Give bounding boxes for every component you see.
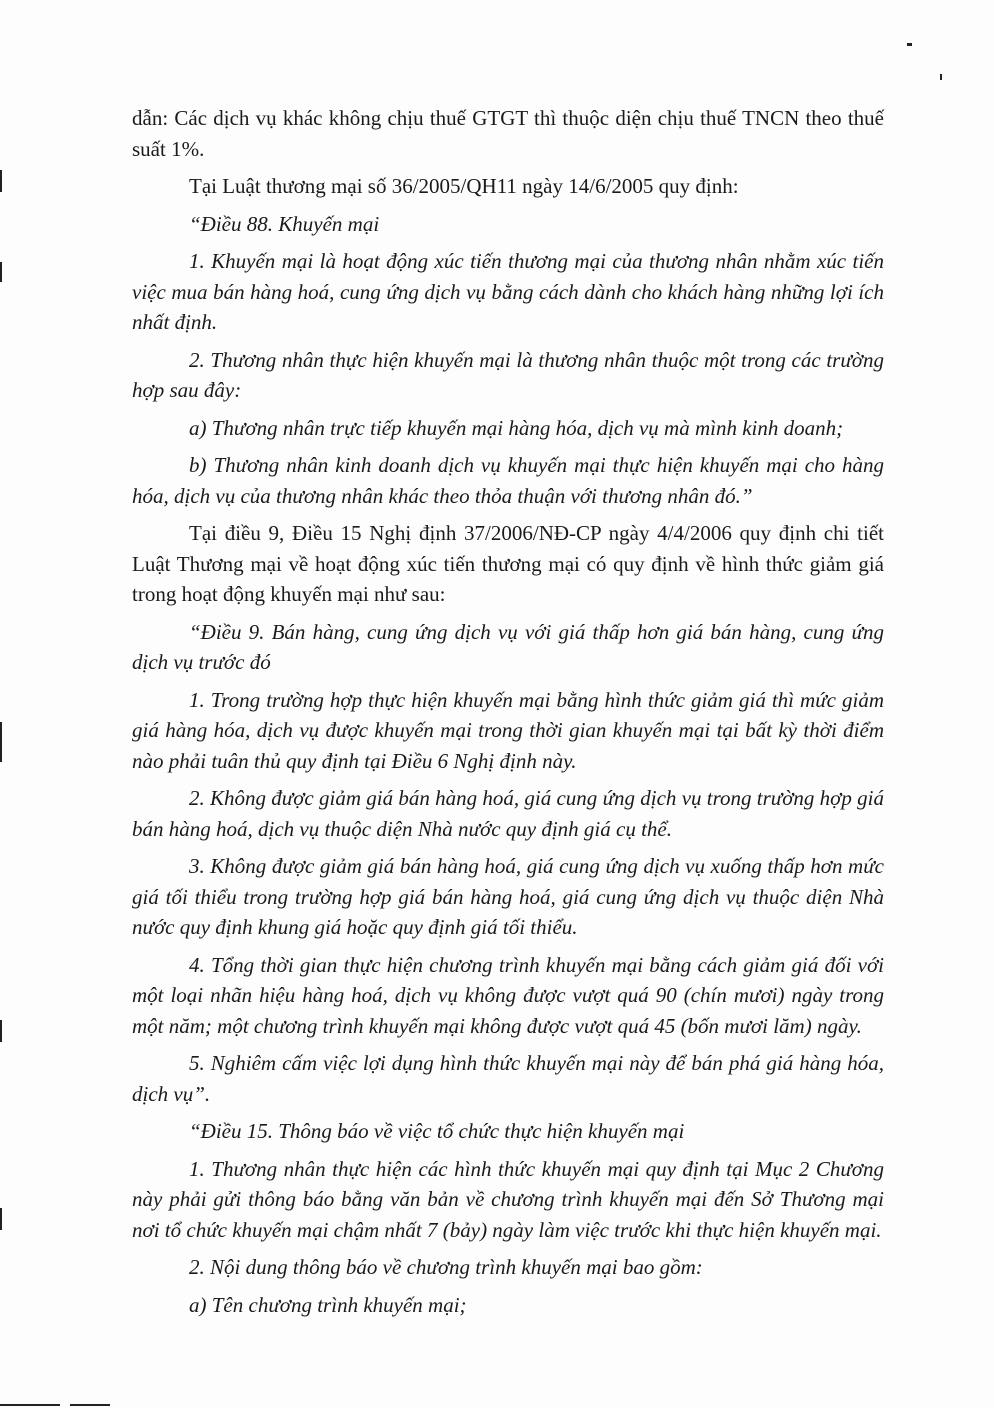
scan-mark: [0, 1020, 2, 1042]
document-body: [132, 103, 884, 1327]
paragraph: 1. Khuyến mại là hoạt động xúc tiến thương mại của thương nhân nhằm xúc tiến việc mua bán hàng hoá, cung ứng dịch vụ bằng cách dành cho khách hàng những lợi ích nhất định.: [132, 249, 884, 334]
scan-mark: [907, 43, 912, 46]
paragraph: a) Tên chương trình khuyến mại;: [189, 1292, 467, 1317]
paragraph: b) Thương nhân kinh doanh dịch vụ khuyến mại thực hiện khuyến mại cho hàng hóa, dịch vụ của thương nhân khác theo thỏa thuận với thương nhân đó.”: [132, 453, 884, 508]
article-heading: “Điều 9. Bán hàng, cung ứng dịch vụ với giá thấp hơn giá bán hàng, cung ứng dịch vụ trước đó: [132, 619, 884, 674]
scan-mark: [0, 1208, 2, 1230]
scan-mark: [0, 170, 2, 192]
article-heading: “Điều 15. Thông báo về việc tổ chức thực hiện khuyến mại: [189, 1119, 685, 1143]
scan-mark: [70, 1404, 110, 1406]
article-heading: “Điều 88. Khuyến mại: [189, 211, 380, 236]
scan-mark: [0, 262, 2, 282]
paragraph: a) Thương nhân trực tiếp khuyến mại hàng hóa, dịch vụ mà mình kinh doanh;: [189, 415, 844, 440]
scan-mark: [0, 722, 2, 762]
scan-mark: [940, 74, 942, 80]
paragraph: 1. Trong trường hợp thực hiện khuyến mại bằng hình thức giảm giá thì mức giảm giá hàng hóa, dịch vụ được khuyến mại trong thời gian khuyến mại tại bất kỳ thời điểm nào phải tuân thủ quy định tại Điều 6 Nghị định này.: [132, 687, 884, 773]
paragraph: 4. Tổng thời gian thực hiện chương trình khuyến mại bằng cách giảm giá đối với một loại nhãn hiệu hàng hoá, dịch vụ không được vượt quá 90 (chín mươi) ngày trong một năm; một chương trình khuyến mại không được vượt quá 45 (bốn mươi lăm) ngày.: [132, 952, 884, 1038]
paragraph: 2. Không được giảm giá bán hàng hoá, giá cung ứng dịch vụ trong trường hợp giá bán hàng hoá, dịch vụ thuộc diện Nhà nước quy định giá cụ thể.: [132, 786, 884, 841]
paragraph: Tại Luật thương mại số 36/2005/QH11 ngày 14/6/2005 quy định:: [189, 174, 739, 198]
paragraph: 2. Nội dung thông báo về chương trình khuyến mại bao gồm:: [189, 1255, 703, 1279]
paragraph: 5. Nghiêm cấm việc lợi dụng hình thức khuyến mại này để bán phá giá hàng hóa, dịch vụ”.: [132, 1051, 884, 1106]
paragraph: Tại điều 9, Điều 15 Nghị định 37/2006/NĐ-CP ngày 4/4/2006 quy định chi tiết Luật Thương mại về hoạt động xúc tiến thương mại có quy định về hình thức giảm giá trong hoạt động khuyến mại như sau:: [132, 521, 884, 606]
scan-mark: [0, 1404, 60, 1406]
paragraph: 1. Thương nhân thực hiện các hình thức khuyến mại quy định tại Mục 2 Chương này phải gửi thông báo bằng văn bản về chương trình khuyến mại đến Sở Thương mại nơi tổ chức khuyến mại chậm nhất 7 (bảy) ngày làm việc trước khi thực hiện khuyến mại.: [132, 1156, 884, 1242]
paragraph: 2. Thương nhân thực hiện khuyến mại là thương nhân thuộc một trong các trường hợp sau đây:: [132, 347, 884, 402]
paragraph: dẫn: Các dịch vụ khác không chịu thuế GTGT thì thuộc diện chịu thuế TNCN theo thuế suất 1%.: [132, 106, 884, 161]
paragraph: 3. Không được giảm giá bán hàng hoá, giá cung ứng dịch vụ xuống thấp hơn mức giá tối thiểu trong trường hợp giá bán hàng hoá, giá cung ứng dịch vụ thuộc diện Nhà nước quy định khung giá hoặc quy định giá tối thiểu.: [132, 854, 884, 939]
